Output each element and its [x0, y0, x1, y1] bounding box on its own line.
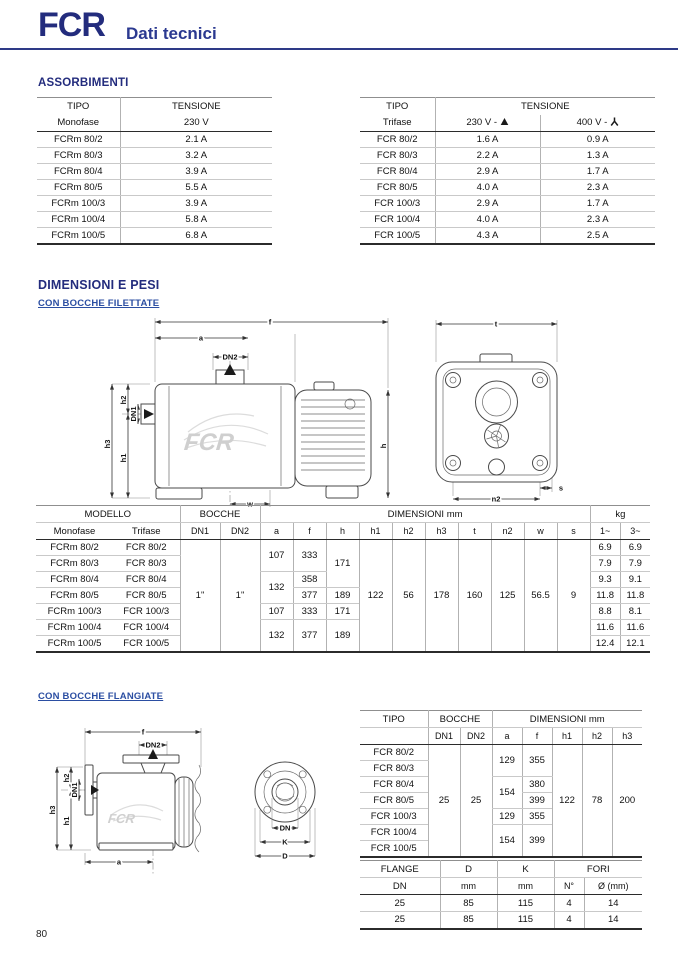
table-row — [360, 115, 655, 132]
col-header-w: w — [524, 523, 557, 540]
table-row — [36, 540, 650, 556]
col-header-tipo: TIPO — [67, 100, 90, 112]
pump-body — [141, 364, 295, 499]
voltage-delta-label: 230 V - — [466, 117, 497, 129]
col-header-a: a — [260, 523, 293, 540]
dim-label-h3: h3 — [48, 805, 57, 815]
value-cell: 85 — [440, 912, 497, 929]
table-row — [360, 895, 642, 912]
col-header-h3: h3 — [425, 523, 458, 540]
col-header-k: K — [497, 861, 554, 878]
table-row — [36, 523, 650, 540]
group-header-dimensioni: DIMENSIONI mm — [492, 711, 642, 728]
value-cell: 1.6 A — [435, 132, 540, 148]
kg-cell: 8.8 — [590, 604, 620, 620]
kg-cell: 12.4 — [590, 636, 620, 652]
dim-a-cell: 107 — [260, 604, 293, 620]
model-cell: FCRm 100/5 — [37, 228, 120, 244]
monofase-current-table — [37, 97, 272, 245]
kg-cell: 7.9 — [590, 556, 620, 572]
dim-label-s: s — [558, 483, 564, 493]
kg-cell: 9.3 — [590, 572, 620, 588]
dim-h3-cell: 200 — [612, 745, 642, 857]
value-cell: 3.2 A — [120, 148, 272, 164]
table-row — [360, 132, 655, 148]
col-header-d: D — [440, 861, 497, 878]
flanged-dimensions-table — [360, 710, 642, 858]
dim-label-f: f — [141, 727, 145, 737]
value-cell: 2.2 A — [435, 148, 540, 164]
section-heading-dimensioni: DIMENSIONI E PESI — [38, 278, 160, 292]
dim-label-a: a — [116, 857, 122, 867]
dim-label-h2: h2 — [62, 773, 71, 783]
link-con-bocche-flangiate[interactable]: CON BOCCHE FLANGIATE — [38, 691, 164, 702]
value-cell: 115 — [497, 895, 554, 912]
model-cell: FCR 80/4 — [360, 164, 435, 180]
dim-a-cell: 132 — [260, 572, 293, 604]
model-cell: FCRm 80/4 — [37, 164, 120, 180]
dim-h-cell: 171 — [326, 604, 359, 620]
dimension-lines — [255, 824, 315, 861]
dn2-cell: 25 — [460, 745, 492, 857]
col-header-mm: mm — [497, 878, 554, 895]
group-header-bocche: BOCCHE — [428, 711, 492, 728]
table-row — [360, 711, 642, 728]
value-cell: 1.7 A — [540, 196, 655, 212]
value-cell: 3.9 A — [120, 196, 272, 212]
dim-h1-cell: 122 — [359, 540, 392, 652]
table-row — [37, 164, 272, 180]
model-cell: FCR 80/2 — [360, 132, 435, 148]
flange-spec-table — [360, 860, 642, 930]
table-row — [360, 745, 642, 761]
model-cell: FCRm 80/2 — [36, 540, 113, 556]
col-header-n-holes: N° — [554, 878, 584, 895]
dim-w-cell: 56.5 — [524, 540, 557, 652]
value-cell: 2.9 A — [435, 196, 540, 212]
dim-a-cell: 154 — [492, 825, 522, 857]
model-cell: FCR 100/5 — [360, 841, 428, 857]
page-number: 80 — [36, 929, 48, 940]
dn2-cell: 1" — [220, 540, 260, 652]
model-cell: FCR 100/3 — [360, 809, 428, 825]
table-row — [360, 98, 655, 115]
dim-label-h1: h1 — [62, 816, 71, 826]
value-cell: 4.0 A — [435, 212, 540, 228]
voltage-star-label: 400 V - — [576, 117, 608, 129]
group-header-bocche: BOCCHE — [180, 506, 260, 523]
dim-label-w: w — [247, 499, 253, 508]
group-header-kg: kg — [590, 506, 650, 523]
kg-cell: 6.9 — [590, 540, 620, 556]
col-header-voltage-delta — [435, 115, 540, 132]
table-row — [37, 148, 272, 164]
dim-n2-cell: 125 — [491, 540, 524, 652]
group-header-fori: FORI — [554, 861, 642, 878]
model-cell: FCR 80/3 — [360, 148, 435, 164]
model-cell: FCRm 80/3 — [36, 556, 113, 572]
model-cell: FCRm 80/4 — [36, 572, 113, 588]
fcr-logo: FCR — [182, 429, 235, 456]
dim-h1-cell: 122 — [552, 745, 582, 857]
model-cell: FCRm 100/3 — [36, 604, 113, 620]
dim-a-cell: 129 — [492, 809, 522, 825]
dim-label-a: a — [198, 333, 204, 343]
col-header-empty — [360, 728, 428, 745]
header-rule — [0, 48, 678, 50]
col-header-h1: h1 — [359, 523, 392, 540]
col-header-trifase: Trifase — [113, 523, 180, 540]
col-header-voltage-star — [540, 115, 655, 132]
col-header-tipo: TIPO — [360, 711, 428, 728]
dim-h2-cell: 78 — [582, 745, 612, 857]
value-cell: 5.8 A — [120, 212, 272, 228]
model-cell: FCR 100/4 — [113, 620, 180, 636]
col-header-flange: FLANGE — [360, 861, 440, 878]
kg-cell: 6.9 — [620, 540, 650, 556]
dim-label-h3: h3 — [103, 439, 112, 449]
model-cell: FCR 100/5 — [113, 636, 180, 652]
col-header-kg3: 3~ — [620, 523, 650, 540]
value-cell: 2.3 A — [540, 212, 655, 228]
table-row — [360, 728, 642, 745]
col-header-voltage: 230 V — [120, 115, 272, 132]
dim-h-cell: 189 — [326, 588, 359, 604]
model-cell: FCRm 100/4 — [37, 212, 120, 228]
col-header-hole-diameter: Ø (mm) — [584, 878, 642, 895]
model-cell: FCRm 80/3 — [37, 148, 120, 164]
value-cell: 14 — [584, 912, 642, 929]
group-header-dimensioni: DIMENSIONI mm — [260, 506, 590, 523]
col-header-h2: h2 — [582, 728, 612, 745]
model-cell: FCR 80/5 — [360, 180, 435, 196]
col-header-dn2: DN2 — [220, 523, 260, 540]
dim-f-cell: 399 — [522, 825, 552, 857]
model-cell: FCR 100/3 — [113, 604, 180, 620]
value-cell: 1.7 A — [540, 164, 655, 180]
model-cell: FCR 80/3 — [113, 556, 180, 572]
value-cell: 2.9 A — [435, 164, 540, 180]
table-row — [37, 228, 272, 244]
threaded-pump-side-drawing — [98, 312, 398, 508]
dim-label-dn1: DN1 — [129, 406, 138, 422]
kg-cell: 11.8 — [620, 588, 650, 604]
dim-h2-cell: 56 — [392, 540, 425, 652]
page-subtitle: Dati tecnici — [126, 24, 217, 43]
table-row — [37, 196, 272, 212]
value-cell: 5.5 A — [120, 180, 272, 196]
value-cell: 0.9 A — [540, 132, 655, 148]
kg-cell: 9.1 — [620, 572, 650, 588]
model-cell: FCRm 80/2 — [37, 132, 120, 148]
col-header-n2: n2 — [491, 523, 524, 540]
flanged-pump-body — [85, 749, 201, 852]
model-cell: FCR 80/2 — [360, 745, 428, 761]
dim-f-cell: 377 — [293, 620, 326, 652]
link-con-bocche-filettate[interactable]: CON BOCCHE FILETTATE — [38, 298, 160, 309]
dim-a-cell: 154 — [492, 777, 522, 809]
dim-f-cell: 380 — [522, 777, 552, 793]
col-header-monofase: Monofase — [37, 115, 120, 132]
table-row — [360, 861, 642, 878]
dim-a-cell: 129 — [492, 745, 522, 777]
col-header-f: f — [293, 523, 326, 540]
dim-t-cell: 160 — [458, 540, 491, 652]
table-row — [37, 115, 272, 132]
value-cell: 115 — [497, 912, 554, 929]
kg-cell: 11.6 — [590, 620, 620, 636]
col-header-mm: mm — [440, 878, 497, 895]
dn-cell: 25 — [360, 895, 440, 912]
col-header-dn1: DN1 — [428, 728, 460, 745]
model-cell: FCR 80/5 — [113, 588, 180, 604]
table-row — [360, 878, 642, 895]
model-cell: FCR 80/3 — [360, 761, 428, 777]
kg-cell: 7.9 — [620, 556, 650, 572]
dim-f-cell: 355 — [522, 745, 552, 777]
col-header-dn1: DN1 — [180, 523, 220, 540]
col-header-tipo: TIPO — [386, 100, 409, 112]
table-row — [360, 180, 655, 196]
table-row — [37, 98, 272, 115]
flow-arrow-out — [148, 749, 158, 759]
star-connection-icon — [610, 117, 619, 126]
model-cell: FCR 100/5 — [360, 228, 435, 244]
col-header-s: s — [557, 523, 590, 540]
model-cell: FCRm 100/5 — [36, 636, 113, 652]
pump-front-body — [436, 354, 557, 482]
dn1-cell: 1" — [180, 540, 220, 652]
delta-connection-icon — [500, 117, 509, 126]
dim-h-cell: 189 — [326, 620, 359, 652]
col-header-monofase: Monofase — [36, 523, 113, 540]
model-cell: FCRm 100/3 — [37, 196, 120, 212]
value-cell: 2.5 A — [540, 228, 655, 244]
dim-f-cell: 333 — [293, 540, 326, 572]
dim-f-cell: 355 — [522, 809, 552, 825]
table-row — [37, 212, 272, 228]
value-cell: 85 — [440, 895, 497, 912]
group-header-modello: MODELLO — [36, 506, 180, 523]
model-cell: FCRm 80/5 — [36, 588, 113, 604]
value-cell: 6.8 A — [120, 228, 272, 244]
table-row — [360, 228, 655, 244]
value-cell: 2.1 A — [120, 132, 272, 148]
dim-a-cell: 132 — [260, 620, 293, 652]
model-cell: FCRm 100/4 — [36, 620, 113, 636]
table-row — [36, 506, 650, 523]
dim-label-t: t — [494, 319, 498, 329]
kg-cell: 12.1 — [620, 636, 650, 652]
break-line — [195, 765, 201, 852]
col-header-h2: h2 — [392, 523, 425, 540]
threaded-dimensions-table — [36, 505, 650, 653]
col-header-dn2: DN2 — [460, 728, 492, 745]
col-header-tensione: TENSIONE — [120, 98, 272, 115]
col-header-h3: h3 — [612, 728, 642, 745]
value-cell: 4 — [554, 912, 584, 929]
table-row — [360, 148, 655, 164]
value-cell: 4.0 A — [435, 180, 540, 196]
flanged-pump-side-drawing — [45, 715, 225, 883]
table-row — [360, 196, 655, 212]
dim-h3-cell: 178 — [425, 540, 458, 652]
dim-label-h: h — [379, 443, 388, 449]
dim-label-f: f — [268, 317, 272, 327]
model-cell: FCR 100/3 — [360, 196, 435, 212]
motor-body — [295, 382, 371, 498]
trifase-current-table — [360, 97, 655, 245]
value-cell: 1.3 A — [540, 148, 655, 164]
dim-f-cell: 399 — [522, 793, 552, 809]
section-heading-assorbimenti: ASSORBIMENTI — [38, 77, 129, 89]
dim-s-cell: 9 — [557, 540, 590, 652]
value-cell: 4 — [554, 895, 584, 912]
model-cell: FCR 100/4 — [360, 825, 428, 841]
col-header-trifase: Trifase — [360, 115, 435, 132]
model-cell: FCR 80/2 — [113, 540, 180, 556]
col-header-t: t — [458, 523, 491, 540]
dn-cell: 25 — [360, 912, 440, 929]
dim-label-h1: h1 — [119, 453, 128, 463]
value-cell: 4.3 A — [435, 228, 540, 244]
model-cell: FCR 100/4 — [360, 212, 435, 228]
fcr-logo: FCR — [107, 811, 136, 826]
col-header-h: h — [326, 523, 359, 540]
dim-label-dn: DN — [279, 823, 291, 833]
dim-label-dn2: DN2 — [222, 352, 238, 362]
col-header-dn: DN — [360, 878, 440, 895]
dim-h-cell: 171 — [326, 540, 359, 588]
dim-label-d: D — [282, 851, 288, 861]
model-cell: FCR 80/4 — [360, 777, 428, 793]
kg-cell: 11.6 — [620, 620, 650, 636]
table-row — [360, 212, 655, 228]
table-row — [360, 912, 642, 929]
threaded-pump-front-drawing — [424, 314, 569, 506]
dim-label-n2: n2 — [491, 494, 501, 504]
kg-cell: 11.8 — [590, 588, 620, 604]
table-row — [37, 180, 272, 196]
dim-f-cell: 358 — [293, 572, 326, 588]
dim-label-k: K — [282, 837, 288, 847]
model-cell: FCR 80/4 — [113, 572, 180, 588]
dim-f-cell: 333 — [293, 604, 326, 620]
kg-cell: 8.1 — [620, 604, 650, 620]
model-cell: FCR 80/5 — [360, 793, 428, 809]
model-cell: FCRm 80/5 — [37, 180, 120, 196]
dim-a-cell: 107 — [260, 540, 293, 572]
col-header-a: a — [492, 728, 522, 745]
col-header-kg1: 1~ — [590, 523, 620, 540]
col-header-f: f — [522, 728, 552, 745]
dim-label-dn1: DN1 — [70, 782, 79, 798]
table-row — [37, 132, 272, 148]
flange-front-drawing — [230, 752, 340, 864]
dim-label-dn2: DN2 — [145, 740, 161, 750]
dim-f-cell: 377 — [293, 588, 326, 604]
page-title: FCR — [38, 6, 105, 44]
dim-label-h2: h2 — [119, 395, 128, 405]
value-cell: 3.9 A — [120, 164, 272, 180]
flange-circles — [255, 762, 315, 822]
value-cell: 14 — [584, 895, 642, 912]
col-header-tensione: TENSIONE — [435, 98, 655, 115]
table-row — [360, 164, 655, 180]
col-header-h1: h1 — [552, 728, 582, 745]
dn1-cell: 25 — [428, 745, 460, 857]
value-cell: 2.3 A — [540, 180, 655, 196]
